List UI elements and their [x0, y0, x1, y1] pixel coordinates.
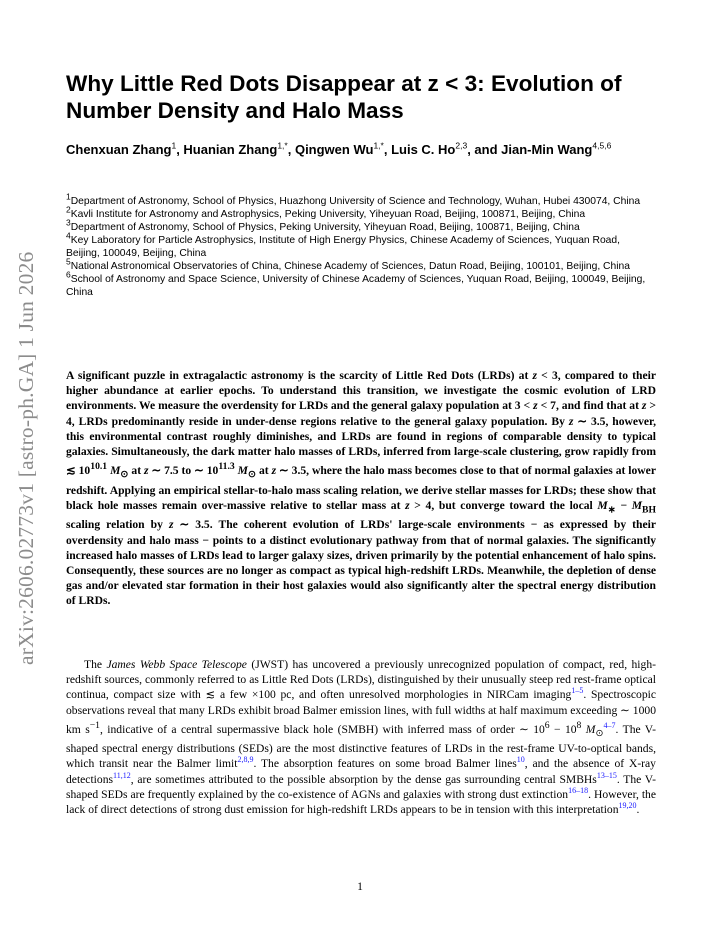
arxiv-identifier[interactable]: arXiv:2606.02773v1 [astro-ph.GA] 1 Jun 2026 [14, 251, 38, 665]
author: Chenxuan Zhang$^1$ [66, 140, 177, 157]
author: Huanian Zhang$^{1,*}$ [183, 140, 288, 157]
author-list: Chenxuan Zhang$^1$, Huanian Zhang$^{1,*}$, Qingwen $Wu^{1,*}$, Luis C. Ho$^{2,3}$, and Jian-Min Wang$^{4,5,6}$ [66, 140, 612, 157]
author: Jian-Min Wang$^{4,5,6}$ [501, 140, 612, 157]
body-paragraph: The James Webb Space Telescope (JWST) has uncovered a previously unrecognized population of compact, red, high-redshift sources, commonly referred to as Little Red Dots (LRDs), distinguished by their unusually steep red rest-frame optical continua, compact size with ≲ a few ×100 pc, and often unresolved morphologies in NIRCam imaging$^{1-5}$. Spectroscopic observations reveal that many LRDs exhibit broad Balmer emission lines, with full widths at half maximum exceeding ∼ 1000 km $s^{-1}$, indicative of a central supermassive black hole (SMBH) with inferred mass of order ∼ $10^6 - 10^8$ $M_⊙^{4-7}$. The V-shaped spectral energy distributions (SEDs) are the most distinctive features of LRDs in the rest-frame UV-to-optical bands, which transit near the Balmer limit$^{2,8,9}$. The absorption features on some broad Balmer lines$^{10}$, and the absence of X-ray detections$^{11,12}$, are sometimes attributed to the possible absorption by the dense gas surrounding central SMBHs$^{13-15}$. The V-shaped SEDs are frequently explained by the co-existence of AGNs and galaxies with strong dust extinction$^{16-18}$. However, the lack of direct detections of strong dust emission for high-redshift LRDs appears to be in tension with this interpretation$^{19,20}$. [66, 658, 656, 816]
paper-title: Why Little Red Dots Disappear at z < 3: Evolution of Number Density and Halo Mass [66, 71, 622, 123]
affiliation: $^5$National Astronomical Observatories of China, Chinese Academy of Sciences, Datun Road, Beijing, 100101, Beijing, China [66, 256, 630, 272]
affiliation: $^3$Department of Astronomy, School of Physics, Peking University, Yiheyuan Road, Beijing, 100871, Beijing, China [66, 217, 580, 233]
page-number: 1 [357, 880, 363, 893]
affiliation: $^2$Kavli Institute for Astronomy and Astrophysics, Peking University, Yiheyuan Road, Beijing, 100871, Beijing, China [66, 204, 586, 220]
abstract: A significant puzzle in extragalactic astronomy is the scarcity of Little Red Dots (LRDs) at z < 3, compared to their higher abundance at earlier epochs. To understand this transition, we investigate the cosmic evolution of LRD environments. We measure the overdensity for LRDs and the general galaxy population at 3 < z < 7, and find that at z > 4, LRDs predominantly reside in under-dense regions relative to the general galaxy population. By z ∼ 3.5, however, this environmental contrast roughly diminishes, and LRDs are found in regions of comparable density to typical galaxies. Simultaneously, the dark matter halo masses of LRDs, inferred from large-scale clustering, grow rapidly from ≲ $10^{10.1}$ $M_⊙$ at z ∼ 7.5 to ∼ $10^{11.3}$ $M_⊙$ at z ∼ 3.5, where the halo mass becomes close to that of normal galaxies at lower redshift. Applying an empirical stellar-to-halo mass scaling relation, we derive stellar masses for LRDs; these show that black hole masses remain over-massive relative to stellar mass at z > 4, but converge toward the local $M_∗ - M_{BH}$ scaling relation by z ∼ 3.5. The coherent evolution of LRDs' large-scale environments − as expressed by their overdensity and halo mass − points to a distinct evolutionary pathway from that of normal galaxies. The significantly increased halo masses of LRDs lead to larger galaxy sizes, driven primarily by the potential enhancement of halo spins. Consequently, these sources are no longer as compact as typical high-redshift LRDs. Meanwhile, the depletion of dense gas and/or elevated star formation in their host galaxies would also significantly alter the spectral energy distribution of LRDs. [66, 369, 657, 608]
affiliation: $^1$Department of Astronomy, School of Physics, Huazhong University of Science and Technology, Wuhan, Hubei 430074, China [66, 191, 641, 207]
affiliation: $^6$School of Astronomy and Space Science, University of Chinese Academy of Sciences, Yuquan Road, Beijing, 100049, Beijing, China [66, 269, 646, 298]
introduction-text [66, 657, 656, 817]
affiliation-list [66, 191, 656, 299]
author: Luis C. Ho$^{2,3}$ [391, 140, 468, 157]
author: Qingwen $Wu^{1,*}$ [294, 140, 384, 157]
affiliation: $^4$Key Laboratory for Particle Astrophysics, Institute of High Energy Physics, Chinese Academy of Sciences, Yuquan Road, Beijing, 100049, Beijing, China [66, 230, 620, 259]
